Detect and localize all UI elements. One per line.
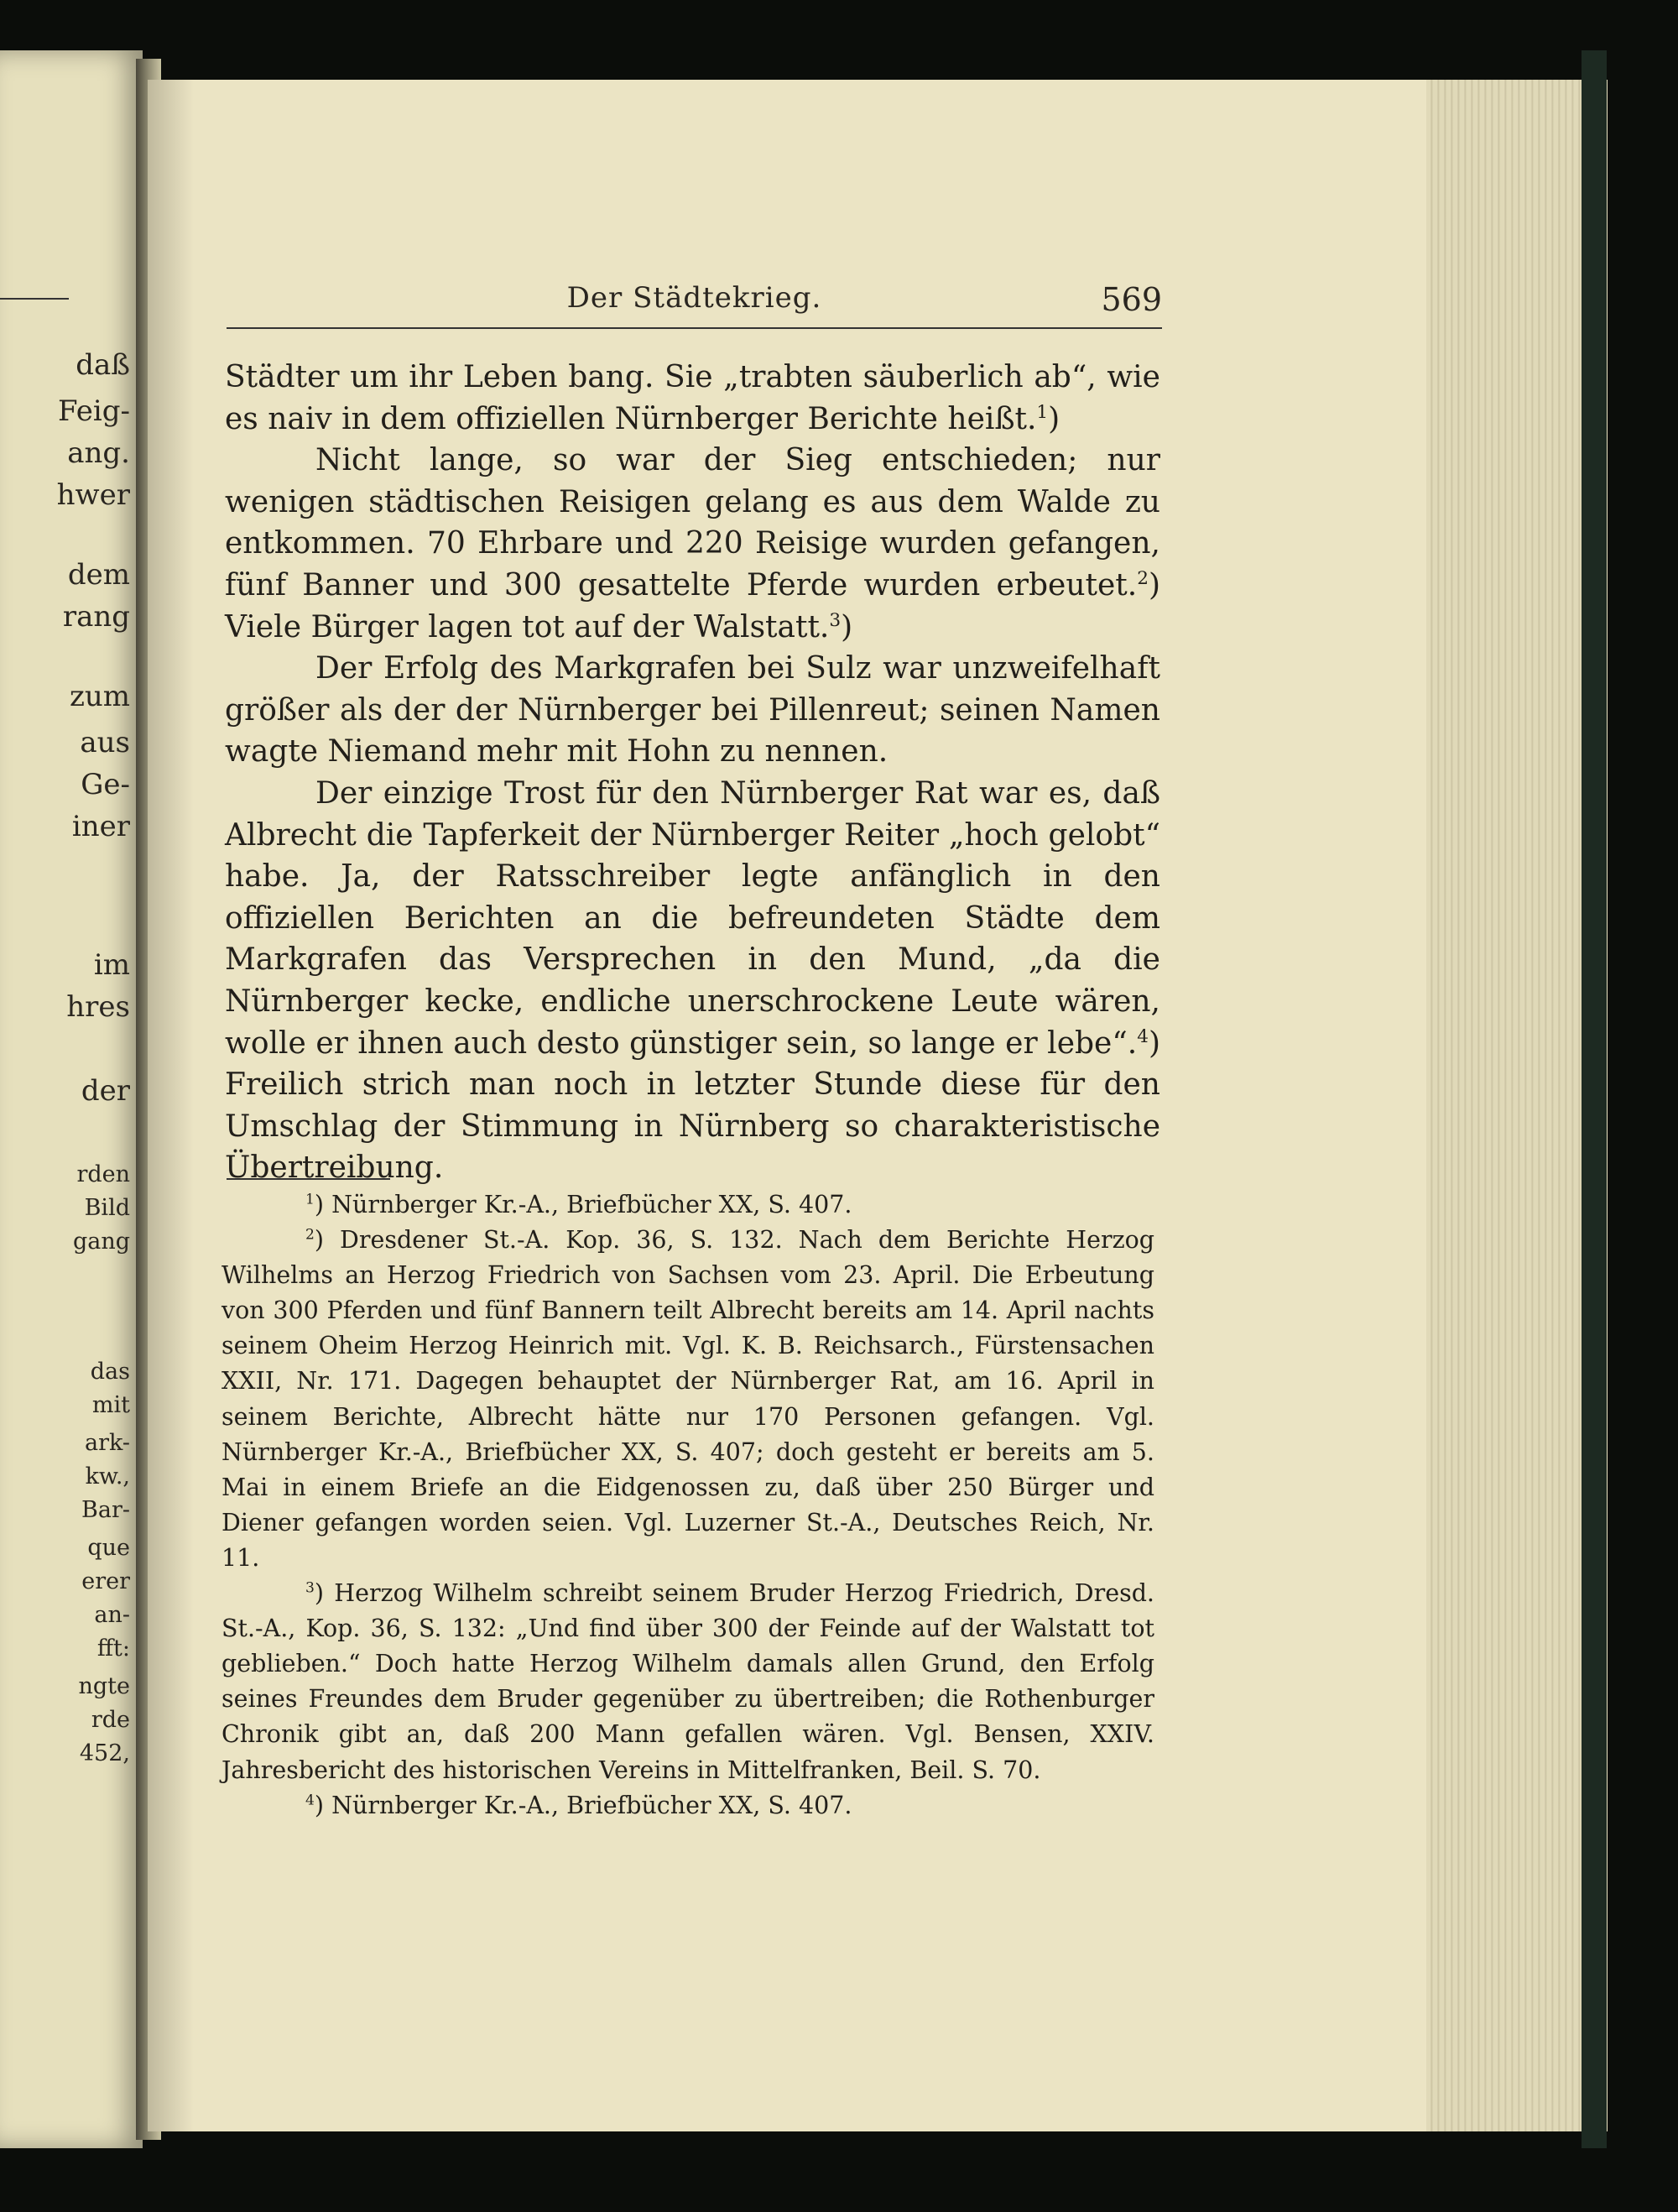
left-fragment: mit — [91, 1392, 130, 1418]
left-fragment: hwer — [56, 478, 130, 512]
left-fragment: erer — [81, 1568, 130, 1594]
footnote-2: $^2$) Dresdener St.-A. Kop. 36, S. 132. Nach dem Berichte Herzog Wilhelms an Herzog Friedrich von Sachsen vom 23. April. Die Erbeutung von 300 Pferden und fünf Bannern teilt Albrecht bereits am 14. April nachts seinem Oheim Herzog Heinrich mit. Vgl. K. B. Reichsarch., Fürstensachen XXII, Nr. 171. Dagegen behauptet der Nürnberger Rat, am 16. April in seinem Berichte, Albrecht hätte nur 170 Personen gefangen. Vgl. Nürnberger Kr.-A., Briefbücher XX, S. 407; doch gesteht er bereits am 5. Mai in einem Briefe an die Eidgenossen zu, daß über 250 Bürger und Diener gefangen worden seien. Vgl. Luzerner St.-A., Deutsches Reich, Nr. 11. — [221, 1226, 1154, 1572]
main-text — [225, 357, 1160, 1189]
footnote-3: $^3$) Herzog Wilhelm schreibt seinem Bruder Herzog Friedrich, Dresd. St.-A., Kop. 36, S. 132: „Und find über 300 der Feinde auf der Walstatt tot geblieben.“ Doch hatte Herzog Wilhelm damals allen Grund, den Erfolg seines Freundes dem Bruder gegenüber zu übertreiben; die Rothenburger Chronik gibt an, daß 200 Mann gefallen wären. Vgl. Bensen, XXIV. Jahresbericht des historischen Vereins in Mittelfranken, Beil. S. 70. — [221, 1579, 1154, 1784]
footnotes — [221, 1187, 1154, 1823]
book-cover — [1582, 50, 1607, 2148]
running-head: Der Städtekrieg. — [566, 281, 822, 315]
left-page-edge — [0, 50, 143, 2148]
left-fragment: der — [81, 1074, 130, 1108]
footnote-4: $^4$) Nürnberger Kr.-A., Briefbücher XX, S. 407. — [305, 1791, 852, 1819]
left-fragment: rde — [91, 1707, 130, 1733]
left-fragment: rden — [76, 1161, 130, 1187]
left-fragment: que — [87, 1535, 130, 1561]
paragraph: Der einzige Trost für den Nürnberger Rat war es, daß Albrecht die Tapferkeit der Nürnberger Reiter „hoch gelobt“ habe. Ja, der Ratsschreiber legte anfänglich in den offiziellen Berichten an die befreundeten Städte dem Markgrafen das Versprechen in den Mund, „da die Nürnberger kecke, endliche unerschrockene Leute wären, wolle er ihnen auch desto günstiger sein, so lange er lebe“.$^4$) Freilich strich man noch in letzter Stunde diese für den Umschlag der Stimmung in Nürnberg so charakteristische Übertreibung. — [225, 775, 1160, 1186]
paragraph: Der Erfolg des Markgrafen bei Sulz war unzweifelhaft größer als der der Nürnberger bei Pillenreut; seinen Namen wagte Niemand mehr mit Hohn zu nennen. — [225, 651, 1160, 770]
paragraph: Nicht lange, so war der Sieg entschieden; nur wenigen städtischen Reisigen gelang es aus dem Walde zu entkommen. 70 Ehrbare und 220 Reisige wurden gefangen, fünf Banner und 300 gesattelte Pferde wurden erbeutet.$^2$) Viele Bürger lagen tot auf der Walstatt.$^3$) — [225, 443, 1160, 644]
left-fragment: aus — [80, 726, 130, 759]
left-fragment: Ge- — [81, 768, 130, 801]
left-fragment: im — [93, 948, 130, 982]
left-fragment: kw., — [85, 1463, 130, 1489]
page-header — [227, 281, 1162, 329]
left-fragment: daß — [76, 348, 130, 382]
left-fragment: Bar- — [81, 1497, 130, 1523]
left-fragment: rang — [62, 600, 130, 634]
footnote-divider — [227, 1178, 390, 1180]
page-edges — [1426, 80, 1594, 2131]
left-fragment: ark- — [84, 1430, 130, 1456]
left-page-header-rule — [0, 298, 69, 300]
left-fragment: ang. — [67, 436, 130, 470]
left-fragment: 452, — [79, 1740, 130, 1766]
left-fragment: Bild — [84, 1195, 130, 1221]
paragraph: Städter um ihr Leben bang. Sie „trabten säuberlich ab“, wie es naiv in dem offiziellen Nürnberger Berichte heißt.$^1$) — [225, 360, 1160, 436]
left-fragment: dem — [67, 558, 130, 592]
left-fragment: ngte — [78, 1673, 130, 1699]
page-number: 569 — [1101, 281, 1162, 318]
left-fragment: an- — [94, 1602, 130, 1628]
left-fragment: gang — [72, 1229, 130, 1255]
left-fragment: iner — [71, 810, 130, 843]
left-fragment: fft: — [96, 1636, 130, 1662]
left-fragment: das — [90, 1359, 130, 1385]
left-fragment: hres — [66, 990, 130, 1024]
left-fragment: zum — [69, 680, 130, 713]
left-fragment: Feig- — [58, 394, 130, 428]
footnote-1: $^1$) Nürnberger Kr.-A., Briefbücher XX, S. 407. — [305, 1191, 852, 1218]
